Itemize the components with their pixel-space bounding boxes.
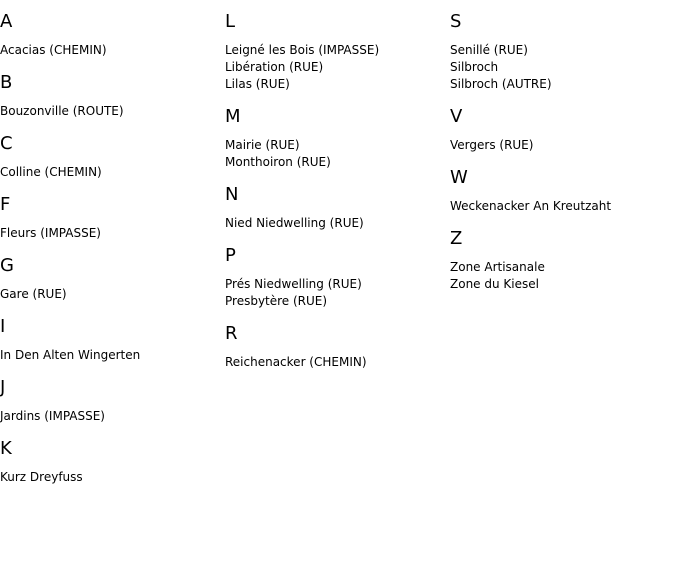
letter-group <box>225 106 450 171</box>
letter-group <box>450 11 675 93</box>
street-link[interactable]: Fleurs (IMPASSE) <box>0 226 101 240</box>
letter-heading: J <box>0 377 6 398</box>
letter-heading: M <box>225 106 241 127</box>
street-list <box>225 215 450 232</box>
street-list <box>0 225 225 242</box>
street-list <box>0 286 225 303</box>
letter-heading: W <box>450 167 468 188</box>
street-list <box>450 137 675 154</box>
street-link[interactable]: Leigné les Bois (IMPASSE) <box>225 43 380 57</box>
letter-group <box>225 245 450 310</box>
letter-group <box>225 323 450 371</box>
street-link[interactable]: Bouzonville (ROUTE) <box>0 104 124 118</box>
letter-group <box>0 377 225 425</box>
street-link[interactable]: Presbytère (RUE) <box>225 294 328 308</box>
street-link[interactable]: Silbroch (AUTRE) <box>450 77 552 91</box>
letter-heading: B <box>0 72 13 93</box>
street-link[interactable]: Jardins (IMPASSE) <box>0 409 105 423</box>
street-link[interactable]: Vergers (RUE) <box>450 138 534 152</box>
street-link[interactable]: Senillé (RUE) <box>450 43 528 57</box>
street-link[interactable]: Zone Artisanale <box>450 260 545 274</box>
street-link[interactable]: Gare (RUE) <box>0 287 67 301</box>
letter-heading: R <box>225 323 238 344</box>
letter-group <box>225 11 450 93</box>
letter-heading: K <box>0 438 12 459</box>
street-list <box>450 42 675 93</box>
letter-group <box>225 184 450 232</box>
letter-heading: L <box>225 11 236 32</box>
letter-group <box>0 133 225 181</box>
street-list <box>0 42 225 59</box>
letter-heading: P <box>225 245 236 266</box>
street-link[interactable]: Reichenacker (CHEMIN) <box>225 355 367 369</box>
letter-group <box>0 194 225 242</box>
street-link[interactable]: Mairie (RUE) <box>225 138 300 152</box>
street-link[interactable]: Nied Niedwelling (RUE) <box>225 216 364 230</box>
street-list <box>0 347 225 364</box>
street-link[interactable]: Zone du Kiesel <box>450 277 539 291</box>
street-list <box>450 259 675 293</box>
street-link[interactable]: Silbroch <box>450 60 499 74</box>
street-list <box>225 276 450 310</box>
street-list <box>0 408 225 425</box>
street-list <box>225 42 450 93</box>
street-list <box>0 164 225 181</box>
letter-group <box>450 167 675 215</box>
letter-group <box>450 106 675 154</box>
letter-heading: F <box>0 194 11 215</box>
street-link[interactable]: In Den Alten Wingerten <box>0 348 141 362</box>
street-link[interactable]: Acacias (CHEMIN) <box>0 43 107 57</box>
street-link[interactable]: Kurz Dreyfuss <box>0 470 83 484</box>
street-list <box>225 137 450 171</box>
street-list <box>0 103 225 120</box>
street-link[interactable]: Colline (CHEMIN) <box>0 165 102 179</box>
street-list <box>0 469 225 486</box>
letter-heading: V <box>450 106 463 127</box>
index-column <box>450 11 675 306</box>
letter-group <box>0 438 225 486</box>
letter-group <box>0 255 225 303</box>
letter-heading: Z <box>450 228 463 249</box>
letter-heading: I <box>0 316 6 337</box>
street-link[interactable]: Libération (RUE) <box>225 60 324 74</box>
letter-group <box>0 11 225 59</box>
letter-heading: N <box>225 184 239 205</box>
street-link[interactable]: Prés Niedwelling (RUE) <box>225 277 362 291</box>
letter-heading: C <box>0 133 13 154</box>
letter-heading: A <box>0 11 13 32</box>
letter-group <box>0 72 225 120</box>
index-column <box>0 11 225 499</box>
street-list <box>225 354 450 371</box>
letter-group <box>0 316 225 364</box>
street-link[interactable]: Weckenacker An Kreutzaht <box>450 199 612 213</box>
street-link[interactable]: Monthoiron (RUE) <box>225 155 331 169</box>
letter-heading: S <box>450 11 462 32</box>
street-list <box>450 198 675 215</box>
letter-group <box>450 228 675 293</box>
index-column <box>225 11 450 384</box>
street-link[interactable]: Lilas (RUE) <box>225 77 290 91</box>
letter-heading: G <box>0 255 14 276</box>
